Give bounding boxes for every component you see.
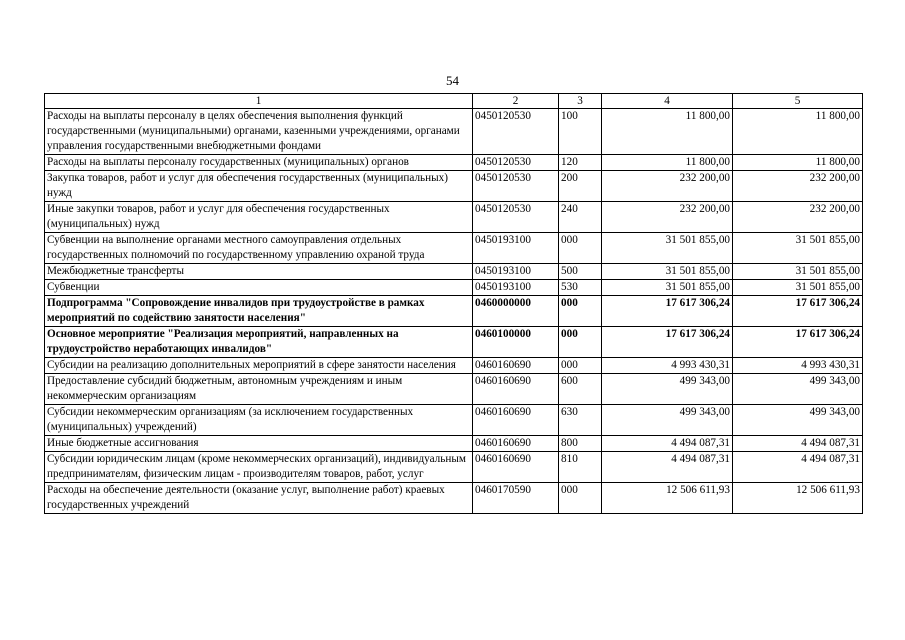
row-code-cell: 0460100000	[473, 327, 559, 358]
row-kind-cell: 120	[559, 155, 602, 171]
row-amount-2-cell: 499 343,00	[733, 374, 863, 405]
row-kind-cell: 000	[559, 358, 602, 374]
table-row	[45, 452, 863, 483]
row-amount-2-cell: 17 617 306,24	[733, 296, 863, 327]
row-kind-cell: 000	[559, 296, 602, 327]
table-row	[45, 405, 863, 436]
row-kind-cell: 240	[559, 202, 602, 233]
row-kind-cell: 810	[559, 452, 602, 483]
row-amount-1-cell: 499 343,00	[602, 405, 733, 436]
row-name-cell: Субсидии на реализацию дополнительных мероприятий в сфере занятости населения	[45, 358, 473, 374]
row-name-cell: Межбюджетные трансферты	[45, 264, 473, 280]
row-name-cell: Предоставление субсидий бюджетным, автономным учреждениям и иным некоммерческим организациям	[45, 374, 473, 405]
table-row	[45, 374, 863, 405]
row-amount-2-cell: 11 800,00	[733, 155, 863, 171]
row-amount-1-cell: 31 501 855,00	[602, 264, 733, 280]
table-row	[45, 155, 863, 171]
row-amount-2-cell: 31 501 855,00	[733, 280, 863, 296]
row-name-cell: Субсидии юридическим лицам (кроме некоммерческих организаций), индивидуальным предпринимателям, физическим лицам - производителям товаров, работ, услуг	[45, 452, 473, 483]
row-amount-2-cell: 4 993 430,31	[733, 358, 863, 374]
row-kind-cell: 630	[559, 405, 602, 436]
row-kind-cell: 000	[559, 327, 602, 358]
column-header-3: 3	[559, 94, 602, 109]
table-row	[45, 280, 863, 296]
row-amount-2-cell: 31 501 855,00	[733, 264, 863, 280]
row-name-cell: Иные закупки товаров, работ и услуг для обеспечения государственных (муниципальных) нужд	[45, 202, 473, 233]
row-amount-1-cell: 4 993 430,31	[602, 358, 733, 374]
row-amount-2-cell: 232 200,00	[733, 171, 863, 202]
row-name-cell: Иные бюджетные ассигнования	[45, 436, 473, 452]
row-kind-cell: 000	[559, 483, 602, 514]
row-code-cell: 0450120530	[473, 202, 559, 233]
row-kind-cell: 100	[559, 109, 602, 155]
row-amount-2-cell: 17 617 306,24	[733, 327, 863, 358]
table-row	[45, 436, 863, 452]
row-kind-cell: 800	[559, 436, 602, 452]
row-code-cell: 0450120530	[473, 171, 559, 202]
row-code-cell: 0460160690	[473, 452, 559, 483]
column-header-4: 4	[602, 94, 733, 109]
row-name-cell: Расходы на выплаты персоналу государственных (муниципальных) органов	[45, 155, 473, 171]
row-amount-1-cell: 31 501 855,00	[602, 280, 733, 296]
row-code-cell: 0460160690	[473, 358, 559, 374]
row-code-cell: 0460160690	[473, 405, 559, 436]
row-amount-2-cell: 31 501 855,00	[733, 233, 863, 264]
row-kind-cell: 530	[559, 280, 602, 296]
table-header-row	[45, 94, 863, 109]
row-name-cell: Расходы на выплаты персоналу в целях обеспечения выполнения функций государственными (муниципальными) органами, казенными учреждениями, органами управления государственными внебюджетными фондами	[45, 109, 473, 155]
row-amount-2-cell: 11 800,00	[733, 109, 863, 155]
row-name-cell: Субвенции	[45, 280, 473, 296]
table-row	[45, 483, 863, 514]
row-code-cell: 0460000000	[473, 296, 559, 327]
row-code-cell: 0460170590	[473, 483, 559, 514]
row-code-cell: 0450120530	[473, 155, 559, 171]
row-kind-cell: 000	[559, 233, 602, 264]
row-amount-1-cell: 11 800,00	[602, 155, 733, 171]
row-code-cell: 0460160690	[473, 436, 559, 452]
row-name-cell: Субсидии некоммерческим организациям (за исключением государственных (муниципальных) учреждений)	[45, 405, 473, 436]
table-row	[45, 233, 863, 264]
row-code-cell: 0450193100	[473, 233, 559, 264]
row-name-cell: Закупка товаров, работ и услуг для обеспечения государственных (муниципальных) нужд	[45, 171, 473, 202]
table-row	[45, 358, 863, 374]
budget-table	[44, 93, 863, 514]
table-row	[45, 109, 863, 155]
row-name-cell: Основное мероприятие "Реализация мероприятий, направленных на трудоустройство неработающих инвалидов"	[45, 327, 473, 358]
row-amount-2-cell: 4 494 087,31	[733, 452, 863, 483]
row-amount-2-cell: 4 494 087,31	[733, 436, 863, 452]
table-row	[45, 171, 863, 202]
row-amount-1-cell: 499 343,00	[602, 374, 733, 405]
row-amount-1-cell: 4 494 087,31	[602, 436, 733, 452]
row-code-cell: 0460160690	[473, 374, 559, 405]
row-amount-1-cell: 232 200,00	[602, 171, 733, 202]
row-amount-1-cell: 17 617 306,24	[602, 327, 733, 358]
table-row	[45, 264, 863, 280]
row-code-cell: 0450193100	[473, 264, 559, 280]
row-amount-2-cell: 499 343,00	[733, 405, 863, 436]
column-header-1: 1	[45, 94, 473, 109]
row-name-cell: Подпрограмма "Сопровождение инвалидов при трудоустройстве в рамках мероприятий по содействию занятости населения"	[45, 296, 473, 327]
table-row	[45, 296, 863, 327]
page-number: 54	[446, 73, 459, 88]
row-amount-2-cell: 232 200,00	[733, 202, 863, 233]
row-amount-1-cell: 11 800,00	[602, 109, 733, 155]
row-amount-1-cell: 31 501 855,00	[602, 233, 733, 264]
row-amount-1-cell: 232 200,00	[602, 202, 733, 233]
row-kind-cell: 600	[559, 374, 602, 405]
row-code-cell: 0450120530	[473, 109, 559, 155]
row-name-cell: Расходы на обеспечение деятельности (оказание услуг, выполнение работ) краевых государственных учреждений	[45, 483, 473, 514]
table-row	[45, 202, 863, 233]
table-row	[45, 327, 863, 358]
row-amount-1-cell: 17 617 306,24	[602, 296, 733, 327]
row-amount-1-cell: 12 506 611,93	[602, 483, 733, 514]
row-name-cell: Субвенции на выполнение органами местного самоуправления отдельных государственных полномочий по государственному управлению охраной труда	[45, 233, 473, 264]
row-kind-cell: 200	[559, 171, 602, 202]
row-amount-1-cell: 4 494 087,31	[602, 452, 733, 483]
column-header-5: 5	[733, 94, 863, 109]
column-header-2: 2	[473, 94, 559, 109]
row-amount-2-cell: 12 506 611,93	[733, 483, 863, 514]
row-code-cell: 0450193100	[473, 280, 559, 296]
row-kind-cell: 500	[559, 264, 602, 280]
